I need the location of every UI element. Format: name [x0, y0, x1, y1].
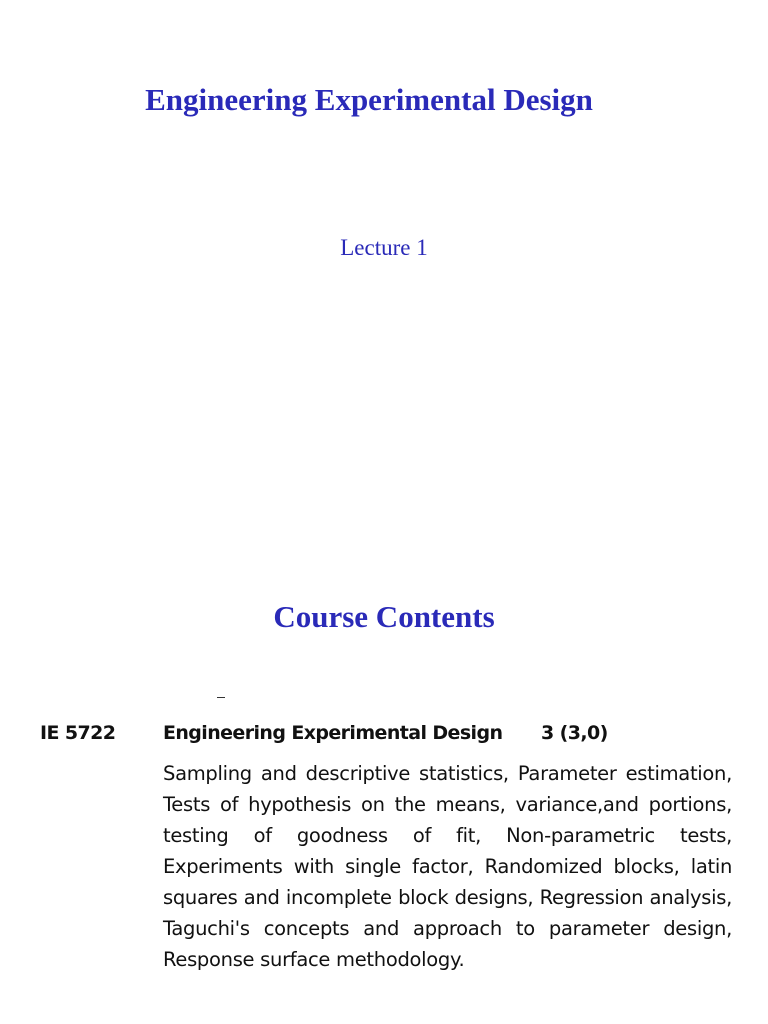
slide-title: Engineering Experimental Design	[145, 82, 593, 117]
course-name: Engineering Experimental Design	[163, 722, 503, 744]
section-heading: Course Contents	[273, 599, 495, 634]
course-description: Sampling and descriptive statistics, Parameter estimation, Tests of hypothesis on the means, variance,and portions, testing of goodness of fit, Non-parametric tests, Experiments with single factor, Randomized blocks, latin squares and incomplete block designs, Regression analysis, Taguchi's concepts and approach to parameter design, Response surface methodology.	[163, 762, 732, 971]
course-credits: 3 (3,0)	[541, 722, 608, 744]
course-code: IE 5722	[40, 722, 116, 744]
course-header-row	[40, 719, 740, 749]
lecture-label: Lecture 1	[340, 235, 428, 260]
divider-mark	[217, 697, 225, 698]
